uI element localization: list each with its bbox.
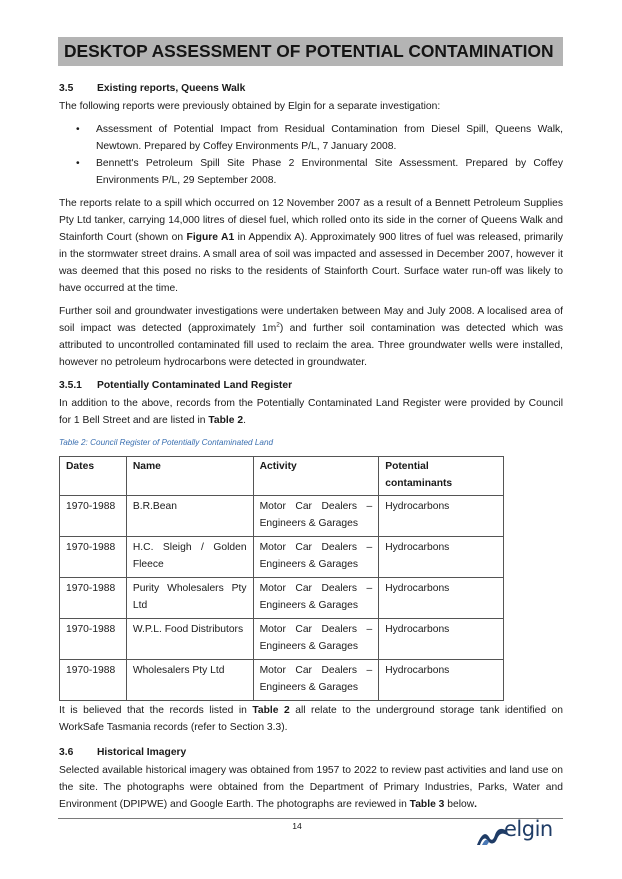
imagery-paragraph: Selected available historical imagery was obtained from 1957 to 2022 to review past activities and land use on the site. The photographs were obtained from the Department of Primary Industries, Parks, Water and Environment (DPIPWE) and Google Earth. The photographs are reviewed in Table 3 below. xyxy=(59,765,563,810)
cell-name: B.R.Bean xyxy=(126,496,253,537)
table-row xyxy=(60,660,504,701)
list-item: • Assessment of Potential Impact from Residual Contamination from Diesel Spill, Queens Walk, Newtown. Prepared by Coffey Environments P/L, 7 January 2008. xyxy=(59,121,563,155)
cell-name: Wholesalers Pty Ltd xyxy=(126,660,253,701)
register-paragraph: In addition to the above, records from the Potentially Contaminated Land Register were provided by Council for 1 Bell Street and are listed in Table 2. xyxy=(59,398,563,426)
cell-contaminants: Hydrocarbons xyxy=(379,619,504,660)
column-header: Potential contaminants xyxy=(379,457,504,496)
heading-3-6 xyxy=(59,744,563,761)
cell-activity: Motor Car Dealers – Engineers & Garages xyxy=(253,537,379,578)
cell-contaminants: Hydrocarbons xyxy=(379,660,504,701)
cell-dates: 1970-1988 xyxy=(60,537,127,578)
bullet-icon: • xyxy=(76,124,80,135)
table-row xyxy=(60,578,504,619)
cell-name: H.C. Sleigh / Golden Fleece xyxy=(126,537,253,578)
column-header: Name xyxy=(126,457,253,496)
list-item: • Bennett's Petroleum Spill Site Phase 2 Environmental Site Assessment. Prepared by Coffey Environments P/L, 29 September 2008. xyxy=(59,155,563,189)
cell-activity: Motor Car Dealers – Engineers & Garages xyxy=(253,578,379,619)
investigation-paragraph: Further soil and groundwater investigations were undertaken between May and July 2008. A localised area of soil impact was detected (approximately $1m^2$) and further soil contamination was detected which was attributed to uncontrolled contaminated fill used to reclaim the area. Three groundwater wells were installed, however no petroleum hydrocarbons were detected in groundwater. xyxy=(59,306,564,368)
bullet-icon: • xyxy=(76,158,80,169)
table-caption: Table 2: Council Register of Potentially Contaminated Land xyxy=(59,438,274,447)
heading-number: 3.5 xyxy=(59,83,74,94)
table-row xyxy=(60,496,504,537)
banner-title: DESKTOP ASSESSMENT OF POTENTIAL CONTAMINATION xyxy=(64,41,554,61)
heading-number: 3.6 xyxy=(59,747,74,758)
column-header: Dates xyxy=(60,457,127,496)
page-number: 14 xyxy=(292,821,302,831)
cell-contaminants: Hydrocarbons xyxy=(379,496,504,537)
records-paragraph: It is believed that the records listed in Table 2 all relate to the underground storage tank identified on WorkSafe Tasmania records (refer to Section 3.3). xyxy=(59,705,564,733)
cell-activity: Motor Car Dealers – Engineers & Garages xyxy=(253,619,379,660)
heading-3-5 xyxy=(59,80,563,97)
cell-dates: 1970-1988 xyxy=(60,619,127,660)
cell-activity: Motor Car Dealers – Engineers & Garages xyxy=(253,660,379,701)
table-ref: Table 3 xyxy=(409,799,445,810)
table-ref: Table 2 xyxy=(208,415,244,426)
section-banner xyxy=(58,37,563,66)
cell-name: Purity Wholesalers Pty Ltd xyxy=(126,578,253,619)
cell-name: W.P.L. Food Distributors xyxy=(126,619,253,660)
figure-ref: Figure A1 xyxy=(186,232,235,243)
intro-paragraph: The following reports were previously obtained by Elgin for a separate investigation: xyxy=(59,101,441,112)
table-row xyxy=(60,619,504,660)
table-header-row xyxy=(60,457,504,496)
table-ref: Table 2 xyxy=(252,705,290,716)
cell-activity: Motor Car Dealers – Engineers & Garages xyxy=(253,496,379,537)
cell-contaminants: Hydrocarbons xyxy=(379,578,504,619)
cell-dates: 1970-1988 xyxy=(60,578,127,619)
heading-title: Existing reports, Queens Walk xyxy=(97,83,246,94)
heading-3-5-1 xyxy=(59,377,563,394)
logo-text: elgin xyxy=(504,817,553,841)
heading-number: 3.5.1 xyxy=(59,380,82,391)
heading-title: Potentially Contaminated Land Register xyxy=(97,380,293,391)
heading-title: Historical Imagery xyxy=(97,747,187,758)
table-row xyxy=(60,537,504,578)
contaminated-land-table xyxy=(59,456,504,701)
elgin-logo xyxy=(476,817,561,847)
cell-dates: 1970-1988 xyxy=(60,496,127,537)
cell-dates: 1970-1988 xyxy=(60,660,127,701)
column-header: Activity xyxy=(253,457,379,496)
reports-list xyxy=(59,121,563,189)
page-content xyxy=(59,80,563,813)
spill-paragraph: The reports relate to a spill which occurred on 12 November 2007 as a result of a Bennett Petroleum Supplies Pty Ltd tanker, carrying 14,000 litres of diesel fuel, which rolled onto its side in the corner of Queens Walk and Stainforth Court (shown on Figure A1 in Appendix A). Approximately 900 litres of fuel was released, primarily in the stormwater street drains. A small area of soil was impacted and assessed in December 2007, however it was deemed that this posed no risks to the residents of Stainforth Court. Surface water run-off was likely to have occurred at the time. xyxy=(59,198,563,294)
cell-contaminants: Hydrocarbons xyxy=(379,537,504,578)
